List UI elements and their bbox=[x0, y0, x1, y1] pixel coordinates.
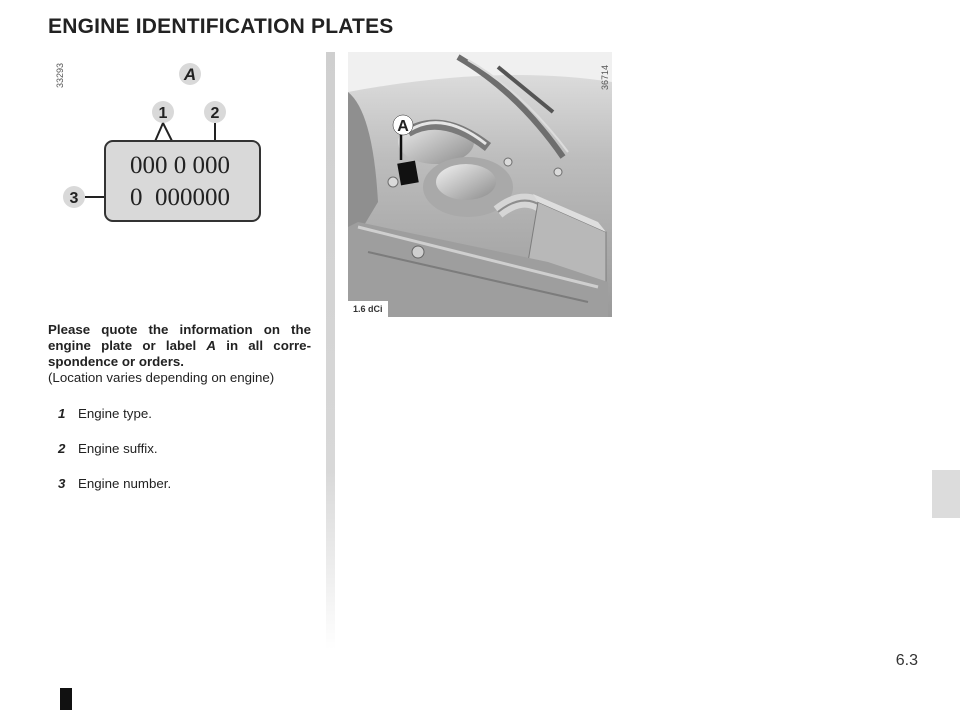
engine-plate-diagram bbox=[50, 55, 270, 240]
plate-line-1: 000 0 000 bbox=[130, 152, 230, 179]
svg-text:A: A bbox=[183, 65, 197, 84]
list-item: 3 Engine number. bbox=[58, 476, 172, 491]
page-title: ENGINE IDENTIFICATION PLATES bbox=[48, 15, 394, 38]
list-item: 1 Engine type. bbox=[58, 406, 152, 421]
callout-1 bbox=[152, 101, 174, 123]
label-a-plate bbox=[397, 161, 419, 186]
description-note: (Location varies depending on engine) bbox=[48, 370, 275, 385]
corner-mark bbox=[60, 688, 72, 710]
diagram-ref-code: 33293 bbox=[55, 62, 65, 88]
photo-ref-code: 36714 bbox=[600, 64, 610, 90]
callout-2 bbox=[204, 101, 226, 123]
svg-text:A: A bbox=[397, 118, 409, 135]
chapter-tab bbox=[932, 470, 960, 518]
description-instruction: Please quote the information on the engine plate or label A in all corre-spondence or orders. bbox=[48, 322, 311, 369]
engine-bay-illustration bbox=[348, 52, 612, 317]
photo-caption: 1.6 dCi bbox=[348, 301, 388, 317]
plate-line-2: 0 000000 bbox=[130, 184, 230, 211]
photo-label-a bbox=[393, 115, 413, 135]
list-item: 2 Engine suffix. bbox=[58, 441, 158, 456]
callout-3 bbox=[63, 186, 85, 208]
engine-bay-photo bbox=[348, 52, 612, 317]
svg-text:1: 1 bbox=[158, 105, 168, 122]
diagram-label-a bbox=[179, 63, 201, 85]
svg-text:3: 3 bbox=[69, 190, 79, 207]
column-divider bbox=[326, 52, 335, 650]
engine-plate bbox=[105, 141, 260, 221]
svg-text:2: 2 bbox=[210, 105, 220, 122]
legend-list bbox=[58, 406, 171, 511]
description-paragraph bbox=[48, 322, 311, 386]
page-number: 6.3 bbox=[895, 652, 918, 669]
